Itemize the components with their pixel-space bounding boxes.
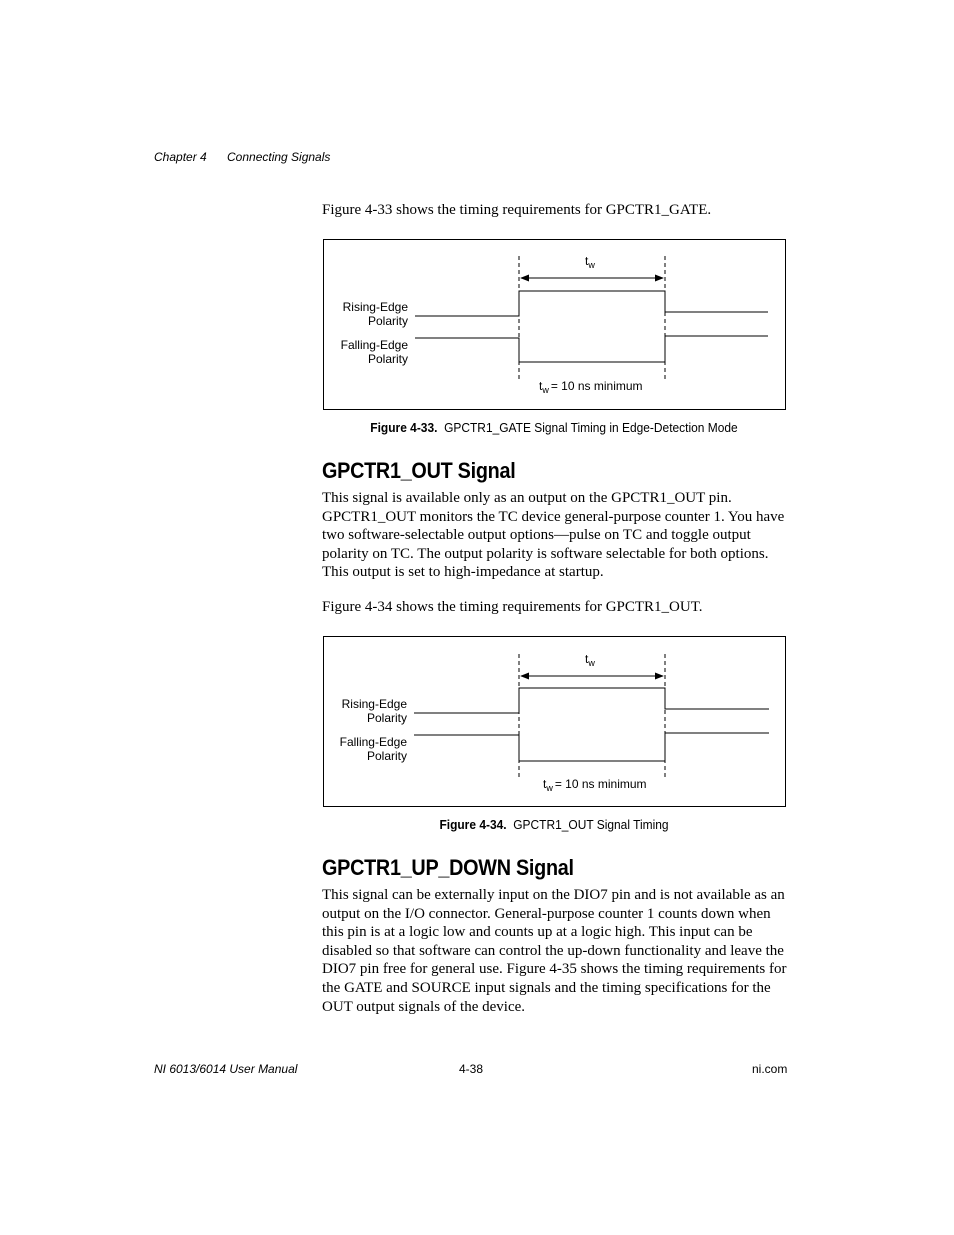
figure-33-timing-diagram — [324, 240, 785, 409]
rising-edge-label-2: Polarity — [367, 314, 408, 328]
header-chapter: Chapter 4 — [154, 150, 207, 164]
rising-edge-waveform — [414, 688, 769, 713]
footer-website: ni.com — [752, 1062, 788, 1076]
figure-34-timing-diagram — [324, 637, 785, 806]
section-title-gpctr1-out: GPCTR1_OUT Signal — [322, 458, 516, 483]
figure-33-box — [323, 239, 786, 410]
falling-edge-waveform — [415, 336, 768, 362]
rising-edge-waveform — [415, 291, 768, 316]
falling-edge-label-1: Falling-Edge — [339, 735, 407, 749]
rising-edge-label-2: Polarity — [366, 711, 407, 725]
header-section: Connecting Signals — [227, 150, 331, 164]
footer-page-number: 4-38 — [459, 1062, 484, 1076]
figure-34-box — [323, 636, 786, 807]
footer-manual-title: NI 6013/6014 User Manual — [154, 1062, 298, 1076]
tw-label: $t_w$ — [585, 254, 595, 270]
section-title-gpctr1-up-down: GPCTR1_UP_DOWN Signal — [322, 855, 574, 880]
tw-label: $t_w$ — [585, 652, 595, 668]
rising-edge-label-1: Rising-Edge — [341, 697, 407, 711]
figure-34-intro: Figure 4-34 shows the timing requirements for GPCTR1_OUT. — [322, 599, 703, 615]
falling-edge-label-2: Polarity — [366, 749, 407, 763]
falling-edge-waveform — [414, 733, 769, 761]
section-body-gpctr1-out: This signal is available only as an output on the GPCTR1_OUT pin. GPCTR1_OUT monitors the TC device general-purpose counter 1. You have two software-selectable output options—pulse on TC and toggle output polarity on TC. The output polarity is software selectable for both options. This output is set to high-impedance at startup. — [322, 490, 785, 581]
rising-edge-label-1: Rising-Edge — [342, 300, 408, 314]
tw-minimum-note: $t_w = 10$ ns minimum — [543, 777, 647, 793]
falling-edge-label-1: Falling-Edge — [340, 338, 408, 352]
tw-minimum-note: $t_w = 10$ ns minimum — [539, 379, 643, 395]
falling-edge-label-2: Polarity — [367, 352, 408, 366]
figure-33-intro: Figure 4-33 shows the timing requirements for GPCTR1_GATE. — [322, 202, 712, 218]
figure-34-caption: Figure 4-34. GPCTR1_OUT Signal Timing — [439, 817, 669, 832]
figure-33-caption: Figure 4-33. GPCTR1_GATE Signal Timing in Edge-Detection Mode — [370, 420, 738, 435]
section-body-gpctr1-up-down: This signal can be externally input on the DIO7 pin and is not available as an output on the I/O connector. General-purpose counter 1 counts down when this pin is at a logic low and counts up at a logic high. This input can be disabled so that software can control the up-down functionality and leave the DIO7 pin free for general use. Figure 4-35 shows the timing requirements for the GATE and SOURCE input signals and the timing specifications for the OUT output signals of the device. — [322, 887, 787, 1015]
